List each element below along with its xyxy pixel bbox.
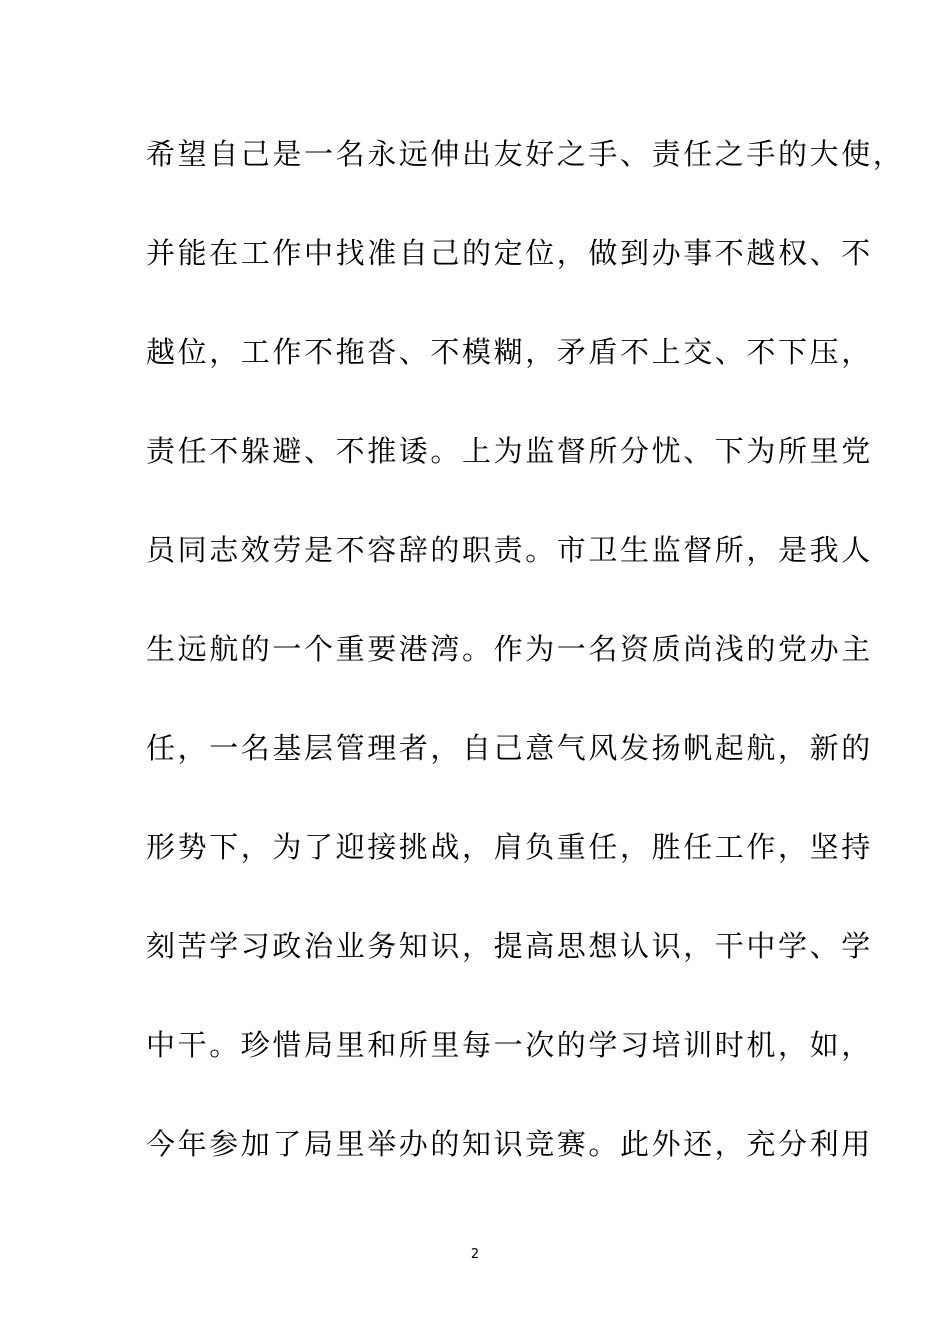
text-line-7: 任，一名基层管理者，自己意气风发扬帆起航，新的 <box>146 731 873 765</box>
text-line-1: 希望自己是一名永远伸出友好之手、责任之手的大使， <box>146 137 905 171</box>
text-line-2: 并能在工作中找准自己的定位，做到办事不越权、不 <box>146 236 873 270</box>
text-line-4: 责任不躲避、不推诿。上为监督所分忧、下为所里党 <box>146 434 873 468</box>
text-line-6: 生远航的一个重要港湾。作为一名资质尚浅的党办主 <box>146 632 873 666</box>
text-line-11: 今年参加了局里举办的知识竞赛。此外还，充分利用 <box>146 1127 873 1161</box>
text-line-3: 越位，工作不拖沓、不模糊，矛盾不上交、不下压， <box>146 335 873 369</box>
text-line-9: 刻苦学习政治业务知识，提高思想认识，干中学、学 <box>146 929 873 963</box>
text-line-8: 形势下，为了迎接挑战，肩负重任，胜任工作，坚持 <box>146 830 873 864</box>
page-number: 2 <box>470 1247 480 1262</box>
body-text <box>146 130 905 1219</box>
text-line-10: 中干。珍惜局里和所里每一次的学习培训时机，如， <box>146 1028 873 1062</box>
text-line-5: 员同志效劳是不容辞的职责。市卫生监督所，是我人 <box>146 533 873 567</box>
